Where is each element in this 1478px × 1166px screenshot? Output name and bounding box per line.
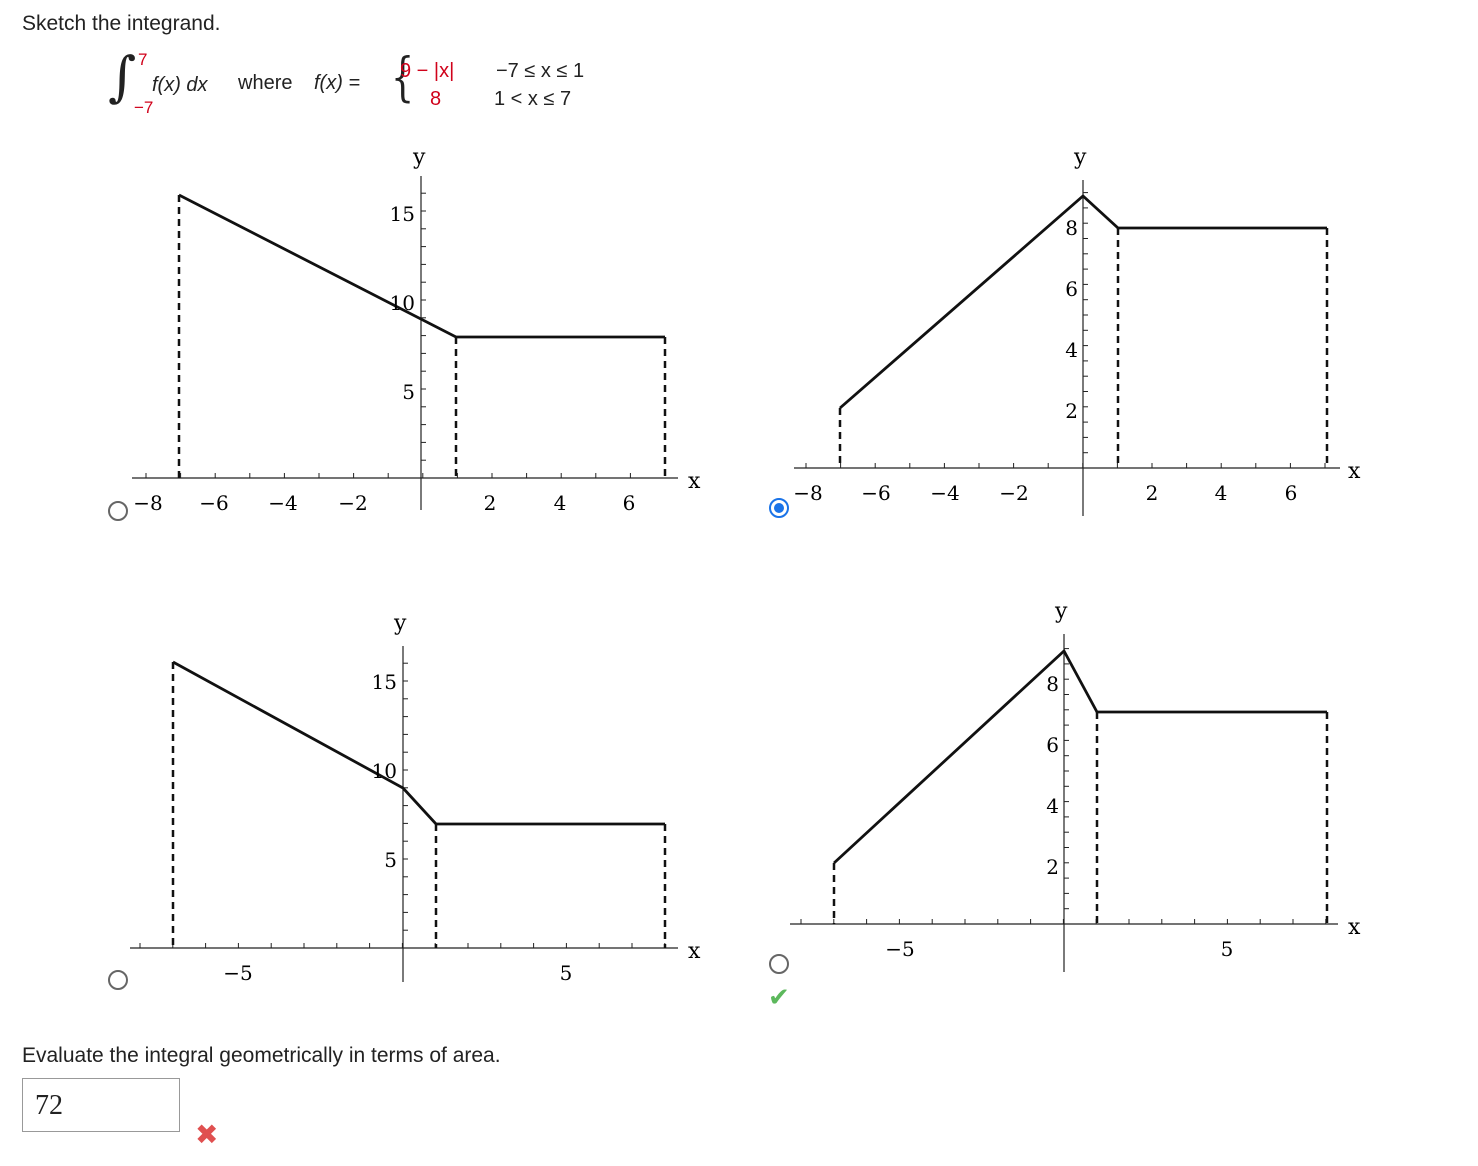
y-tick-label: 15	[389, 202, 415, 226]
question-prompt: Sketch the integrand.	[22, 12, 221, 35]
x-tick-label: 4	[1214, 481, 1228, 505]
x-tick-label: 2	[483, 491, 497, 515]
case1-expression: 9 − |x|	[400, 60, 455, 82]
y-tick-label: 10	[389, 291, 415, 315]
piecewise-brace: {	[390, 48, 415, 108]
x-tick-label: −2	[999, 481, 1029, 505]
x-tick-label: −6	[861, 481, 891, 505]
y-tick-label: 5	[384, 848, 397, 872]
x-tick-label: −5	[223, 961, 253, 985]
x-tick-label: −6	[199, 491, 229, 515]
case2-domain: 1 < x ≤ 7	[494, 88, 572, 110]
y-tick-label: 10	[371, 759, 397, 783]
x-tick-label: 5	[1220, 937, 1234, 961]
evaluate-prompt: Evaluate the integral geometrically in terms of area.	[22, 1044, 501, 1067]
y-tick-label: 8	[1046, 672, 1059, 696]
option-d-graph[interactable]	[760, 594, 1380, 984]
option-a-graph[interactable]	[100, 140, 720, 520]
y-tick-label: 5	[402, 380, 415, 404]
case1-domain: −7 ≤ x ≤ 1	[496, 60, 585, 82]
y-tick-label: 8	[1065, 216, 1078, 240]
function-curve	[179, 195, 665, 337]
x-axis-label: x	[688, 469, 701, 494]
integrand: f(x) dx	[152, 74, 208, 96]
answer-input[interactable]: 72	[22, 1078, 180, 1132]
x-tick-label: −5	[885, 937, 915, 961]
upper-limit: 7	[138, 50, 148, 69]
y-tick-label: 15	[371, 670, 397, 694]
y-tick-label: 4	[1046, 794, 1059, 818]
case2-expression: 8	[430, 88, 442, 110]
x-tick-label: −8	[793, 481, 823, 505]
y-tick-label: 2	[1046, 855, 1059, 879]
incorrect-x-icon: ✖	[195, 1119, 219, 1150]
y-axis-label: y	[413, 145, 426, 170]
x-axis-label: x	[1348, 915, 1361, 940]
x-tick-label: −2	[338, 491, 368, 515]
lower-limit: −7	[134, 98, 154, 117]
integral-expression	[108, 45, 668, 120]
y-tick-label: 4	[1065, 338, 1078, 362]
integral-sign: ∫	[108, 45, 137, 108]
x-tick-label: 2	[1145, 481, 1159, 505]
y-axis-label: y	[394, 611, 407, 636]
option-b-graph[interactable]	[760, 140, 1380, 520]
function-label: f(x) =	[314, 72, 361, 94]
function-curve	[173, 662, 665, 824]
y-tick-label: 6	[1065, 277, 1078, 301]
function-curve	[834, 651, 1327, 863]
x-tick-label: 5	[559, 961, 573, 985]
correct-check-icon: ✔	[768, 982, 790, 1012]
x-tick-label: −4	[268, 491, 298, 515]
x-tick-label: 6	[1284, 481, 1298, 505]
y-axis-label: y	[1055, 599, 1068, 624]
x-tick-label: 6	[622, 491, 636, 515]
y-tick-label: 6	[1046, 733, 1059, 757]
y-axis-label: y	[1074, 145, 1087, 170]
x-axis-label: x	[1348, 459, 1361, 484]
x-tick-label: 4	[553, 491, 567, 515]
option-c-graph[interactable]	[100, 600, 720, 1000]
y-tick-label: 2	[1065, 399, 1078, 423]
x-tick-label: −8	[133, 491, 163, 515]
x-tick-label: −4	[930, 481, 960, 505]
where-label: where	[238, 72, 293, 94]
x-axis-label: x	[688, 939, 701, 964]
